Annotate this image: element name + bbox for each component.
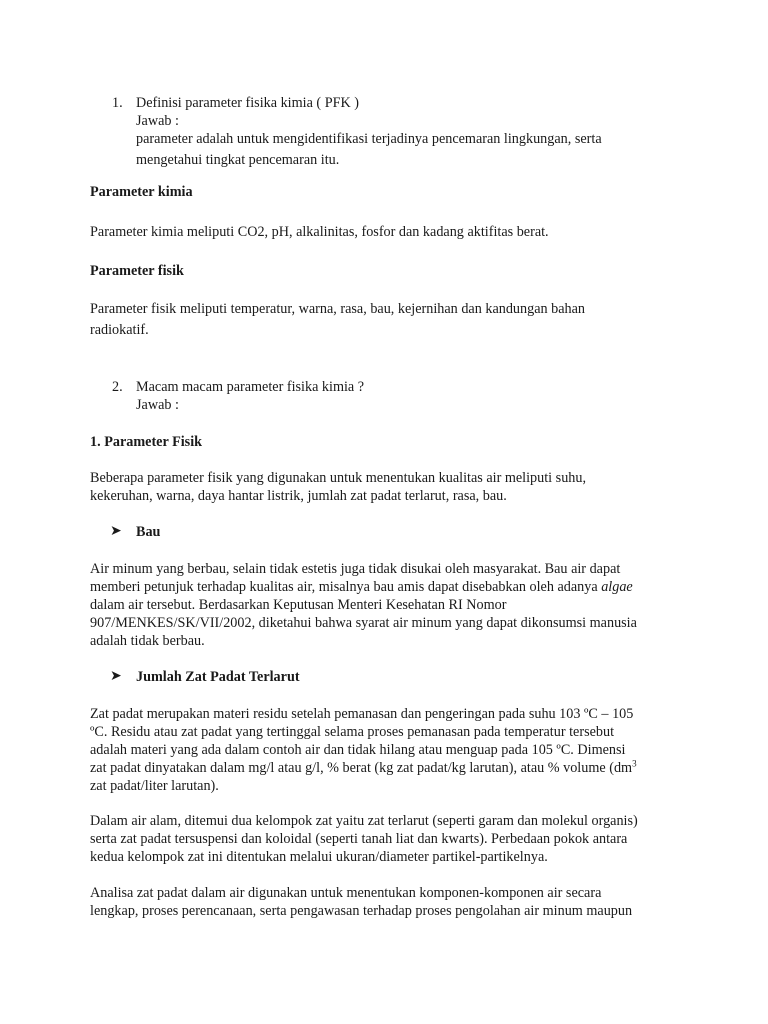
- bau-line-2-text: memberi petunjuk terhadap kualitas air, misalnya bau amis dapat disebabkan oleh adanya: [90, 579, 602, 595]
- zat-heading: Jumlah Zat Padat Terlarut: [136, 669, 300, 685]
- q2-block: [136, 378, 696, 414]
- bau-line-4: 907/MENKES/SK/VII/2002, diketahui bahwa syarat air minum yang dapat dikonsumsi manusia: [90, 615, 637, 631]
- zat-p2-line-2: serta zat padat tersuspensi dan koloidal (seperti tanah liat dan kwarts). Perbedaan pokok antara: [90, 831, 628, 847]
- zat-line-4-text: zat padat dinyatakan dalam mg/l atau g/l, % berat (kg zat padat/kg larutan), atau % volume (dm: [90, 760, 633, 776]
- q1-number: 1.: [112, 95, 123, 111]
- zat-paragraph-2: [90, 812, 680, 866]
- q1-block: [136, 94, 696, 169]
- fisik-text: [90, 300, 680, 339]
- bau-algae-term: algae: [601, 579, 633, 595]
- bau-bullet-icon: ➤: [110, 524, 122, 539]
- zat-line-4-superscript: 3: [632, 758, 637, 769]
- q2-number: 2.: [112, 379, 123, 395]
- bau-heading: Bau: [136, 524, 161, 540]
- zat-paragraph-1: [90, 705, 680, 795]
- q2-title: Macam macam parameter fisika kimia ?: [136, 379, 365, 395]
- q1-answer-line-2: mengetahui tingkat pencemaran itu.: [136, 152, 340, 168]
- q1-title: Definisi parameter fisika kimia ( PFK ): [136, 95, 360, 111]
- zat-bullet-icon: ➤: [110, 669, 122, 684]
- zat-line-4: [90, 759, 680, 777]
- zat-p2-line-3: kedua kelompok zat ini ditentukan melalui ukuran/diameter partikel-partikelnya.: [90, 849, 548, 865]
- bau-line-2: [90, 578, 680, 596]
- fisik-line-2: radiokatif.: [90, 322, 149, 338]
- fisik-line-1: Parameter fisik meliputi temperatur, warna, rasa, bau, kejernihan dan kandungan bahan: [90, 301, 586, 317]
- section1-line-2: kekeruhan, warna, daya hantar listrik, jumlah zat padat terlarut, rasa, bau.: [90, 488, 507, 504]
- zat-line-5: zat padat/liter larutan).: [90, 778, 219, 794]
- section1-line-1: Beberapa parameter fisik yang digunakan untuk menentukan kualitas air meliputi suhu,: [90, 470, 587, 486]
- q1-jawab: Jawab :: [136, 113, 179, 129]
- bau-paragraph: [90, 560, 680, 650]
- bau-line-5: adalah tidak berbau.: [90, 633, 205, 649]
- bau-line-3: dalam air tersebut. Berdasarkan Keputusan Menteri Kesehatan RI Nomor: [90, 597, 507, 613]
- zat-line-2: ºC. Residu atau zat padat yang tertinggal selama proses pemanasan pada temperatur tersebut: [90, 724, 615, 740]
- zat-paragraph-3: [90, 884, 680, 920]
- q1-answer-line-1: parameter adalah untuk mengidentifikasi terjadinya pencemaran lingkungan, serta: [136, 131, 602, 147]
- zat-p3-line-2: lengkap, proses perencanaan, serta pengawasan terhadap proses pengolahan air minum maupun: [90, 903, 633, 919]
- zat-line-3: adalah materi yang ada dalam contoh air dan tidak hilang atau menguap pada 105 ºC. Dimensi: [90, 742, 626, 758]
- bau-line-1: Air minum yang berbau, selain tidak estetis juga tidak disukai oleh masyarakat. Bau air dapat: [90, 561, 621, 577]
- section1-heading: 1. Parameter Fisik: [90, 434, 203, 450]
- fisik-heading: Parameter fisik: [90, 263, 184, 279]
- section1-text: [90, 469, 680, 505]
- kimia-heading: Parameter kimia: [90, 184, 193, 200]
- kimia-text: Parameter kimia meliputi CO2, pH, alkalinitas, fosfor dan kadang aktifitas berat.: [90, 224, 549, 240]
- zat-line-1: Zat padat merupakan materi residu setelah pemanasan dan pengeringan pada suhu 103 ºC – 105: [90, 706, 634, 722]
- zat-p2-line-1: Dalam air alam, ditemui dua kelompok zat yaitu zat terlarut (seperti garam dan molekul organis): [90, 813, 638, 829]
- q2-jawab: Jawab :: [136, 397, 179, 413]
- zat-p3-line-1: Analisa zat padat dalam air digunakan untuk menentukan komponen-komponen air secara: [90, 885, 602, 901]
